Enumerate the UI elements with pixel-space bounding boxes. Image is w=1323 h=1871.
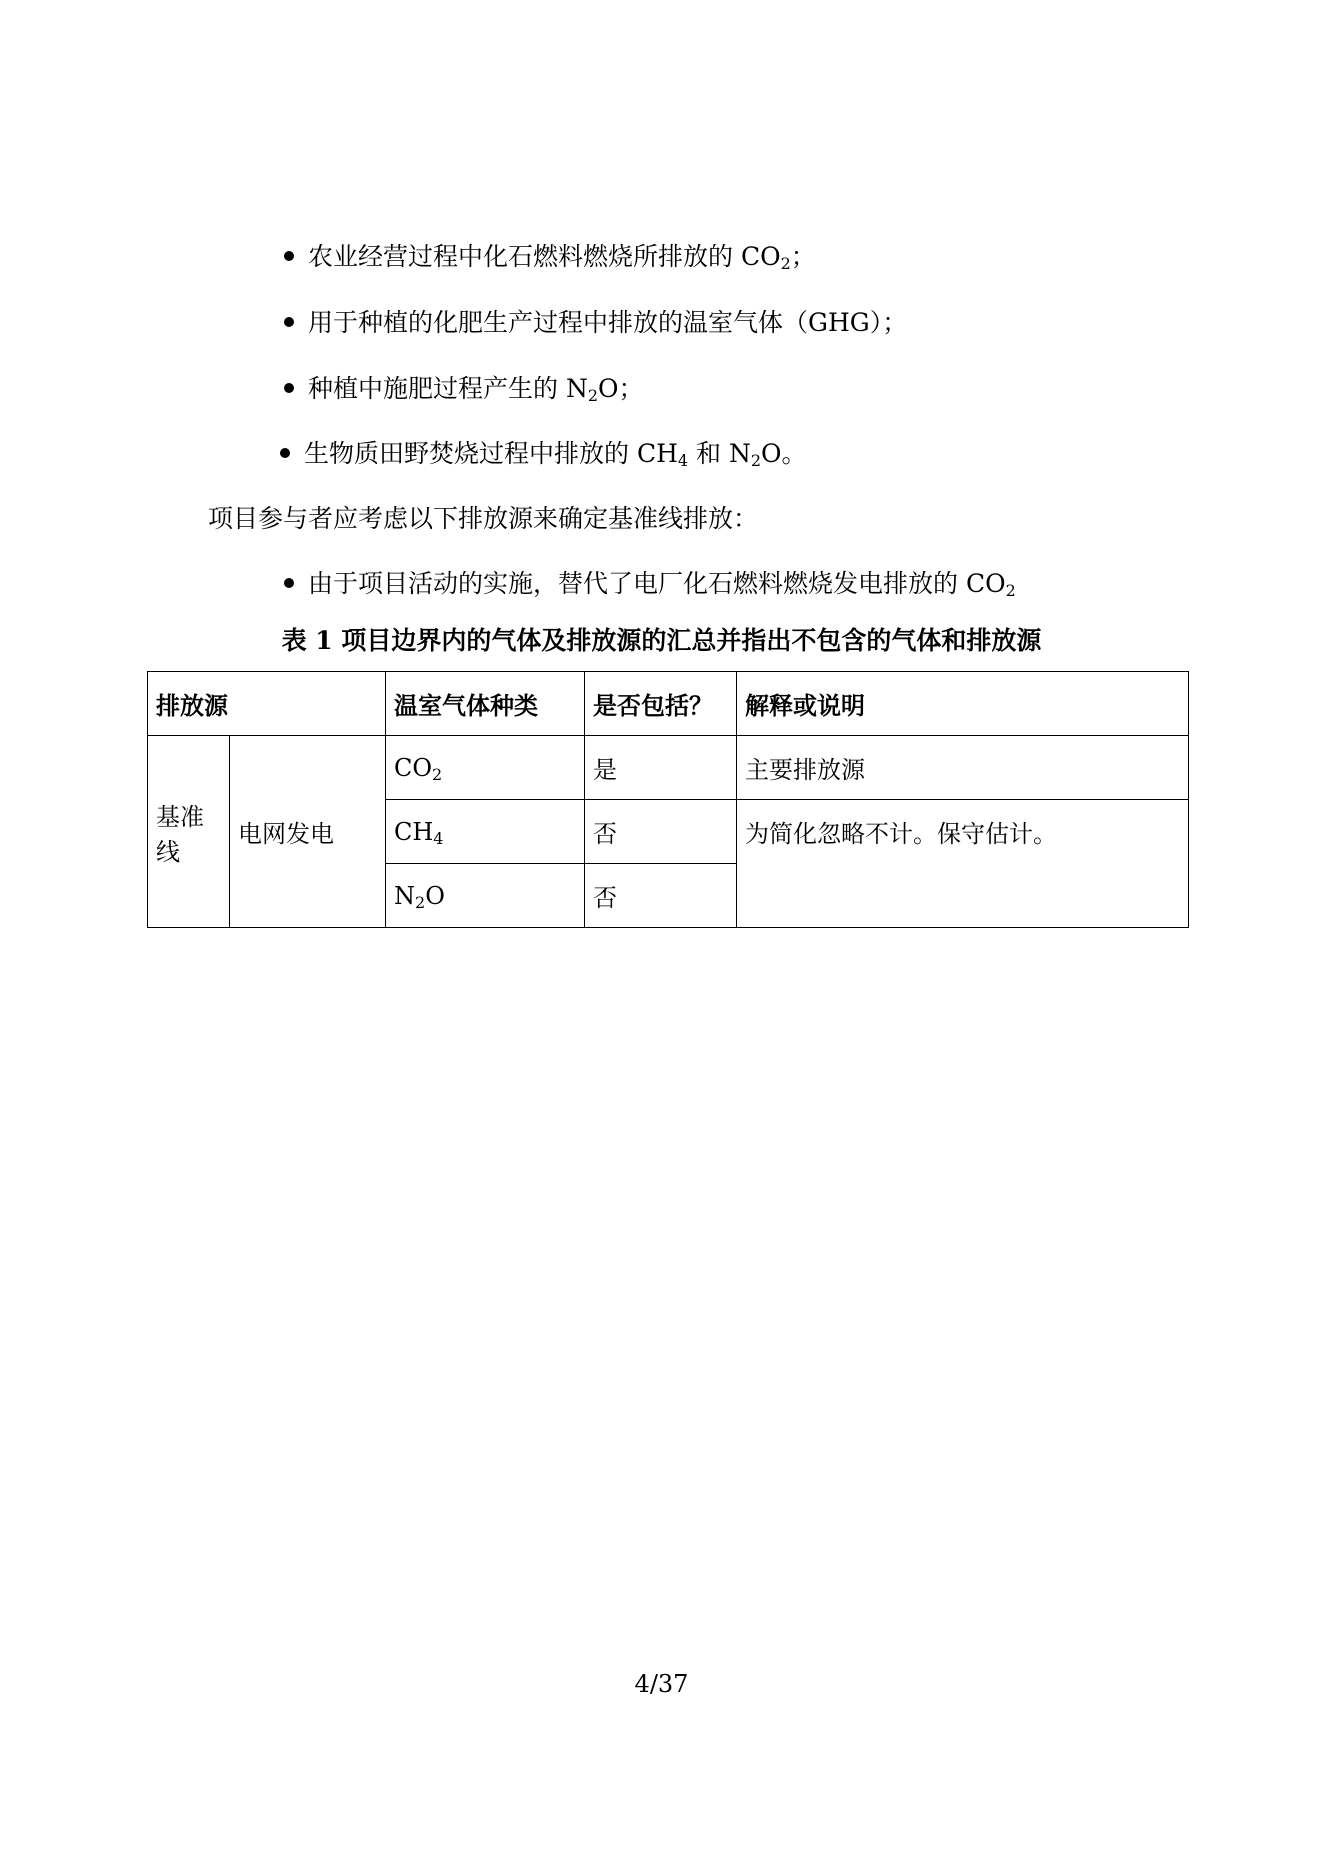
header-emission-source: 排放源 — [148, 672, 386, 736]
included-cell: 否 — [585, 864, 737, 928]
page-number: 4/37 — [634, 1670, 689, 1698]
group-label-cell: 基准 线 — [148, 736, 230, 928]
gas-cell: $CO_2$ — [386, 736, 585, 800]
bullet-icon — [284, 383, 294, 393]
note-cell: 主要排放源 — [737, 736, 1189, 800]
gas-cell: $CH_4$ — [386, 800, 585, 864]
bullet-item-baseline: 由于项目活动的实施，替代了电厂化石燃料燃烧发电排放的 $CO_2$ — [284, 567, 1016, 601]
header-explanation: 解释或说明 — [737, 672, 1189, 736]
included-cell: 是 — [585, 736, 737, 800]
header-included: 是否包括？ — [585, 672, 737, 736]
baseline-intro-paragraph: 项目参与者应考虑以下排放源来确定基准线排放： — [208, 504, 759, 533]
bullet-icon — [280, 448, 290, 458]
gas-cell: $N_2O$ — [386, 864, 585, 928]
note-cell: 为简化忽略不计。保守估计。 — [737, 800, 1189, 928]
table-row — [148, 736, 1189, 800]
bullet-icon — [284, 317, 294, 327]
bullet-item-1: 农业经营过程中化石燃料燃烧所排放的 $CO_2$； — [284, 240, 816, 274]
source-label-cell: 电网发电 — [230, 736, 386, 928]
bullet-item-2: 用于种植的化肥生产过程中排放的温室气体（GHG）； — [284, 306, 907, 340]
bullet-icon — [284, 251, 294, 261]
header-gas-type: 温室气体种类 — [386, 672, 585, 736]
table-caption: 表 1 项目边界内的气体及排放源的汇总并指出不包含的气体和排放源 — [281, 626, 1042, 655]
bullet-icon — [284, 578, 294, 588]
table-header-row — [148, 672, 1189, 736]
bullet-item-3: 种植中施肥过程产生的 $N_2O$； — [284, 372, 644, 406]
emission-sources-table — [147, 671, 1189, 928]
included-cell: 否 — [585, 800, 737, 864]
bullet-item-4: 生物质田野焚烧过程中排放的 $CH_4$ 和 $N_2O$。 — [280, 437, 807, 471]
